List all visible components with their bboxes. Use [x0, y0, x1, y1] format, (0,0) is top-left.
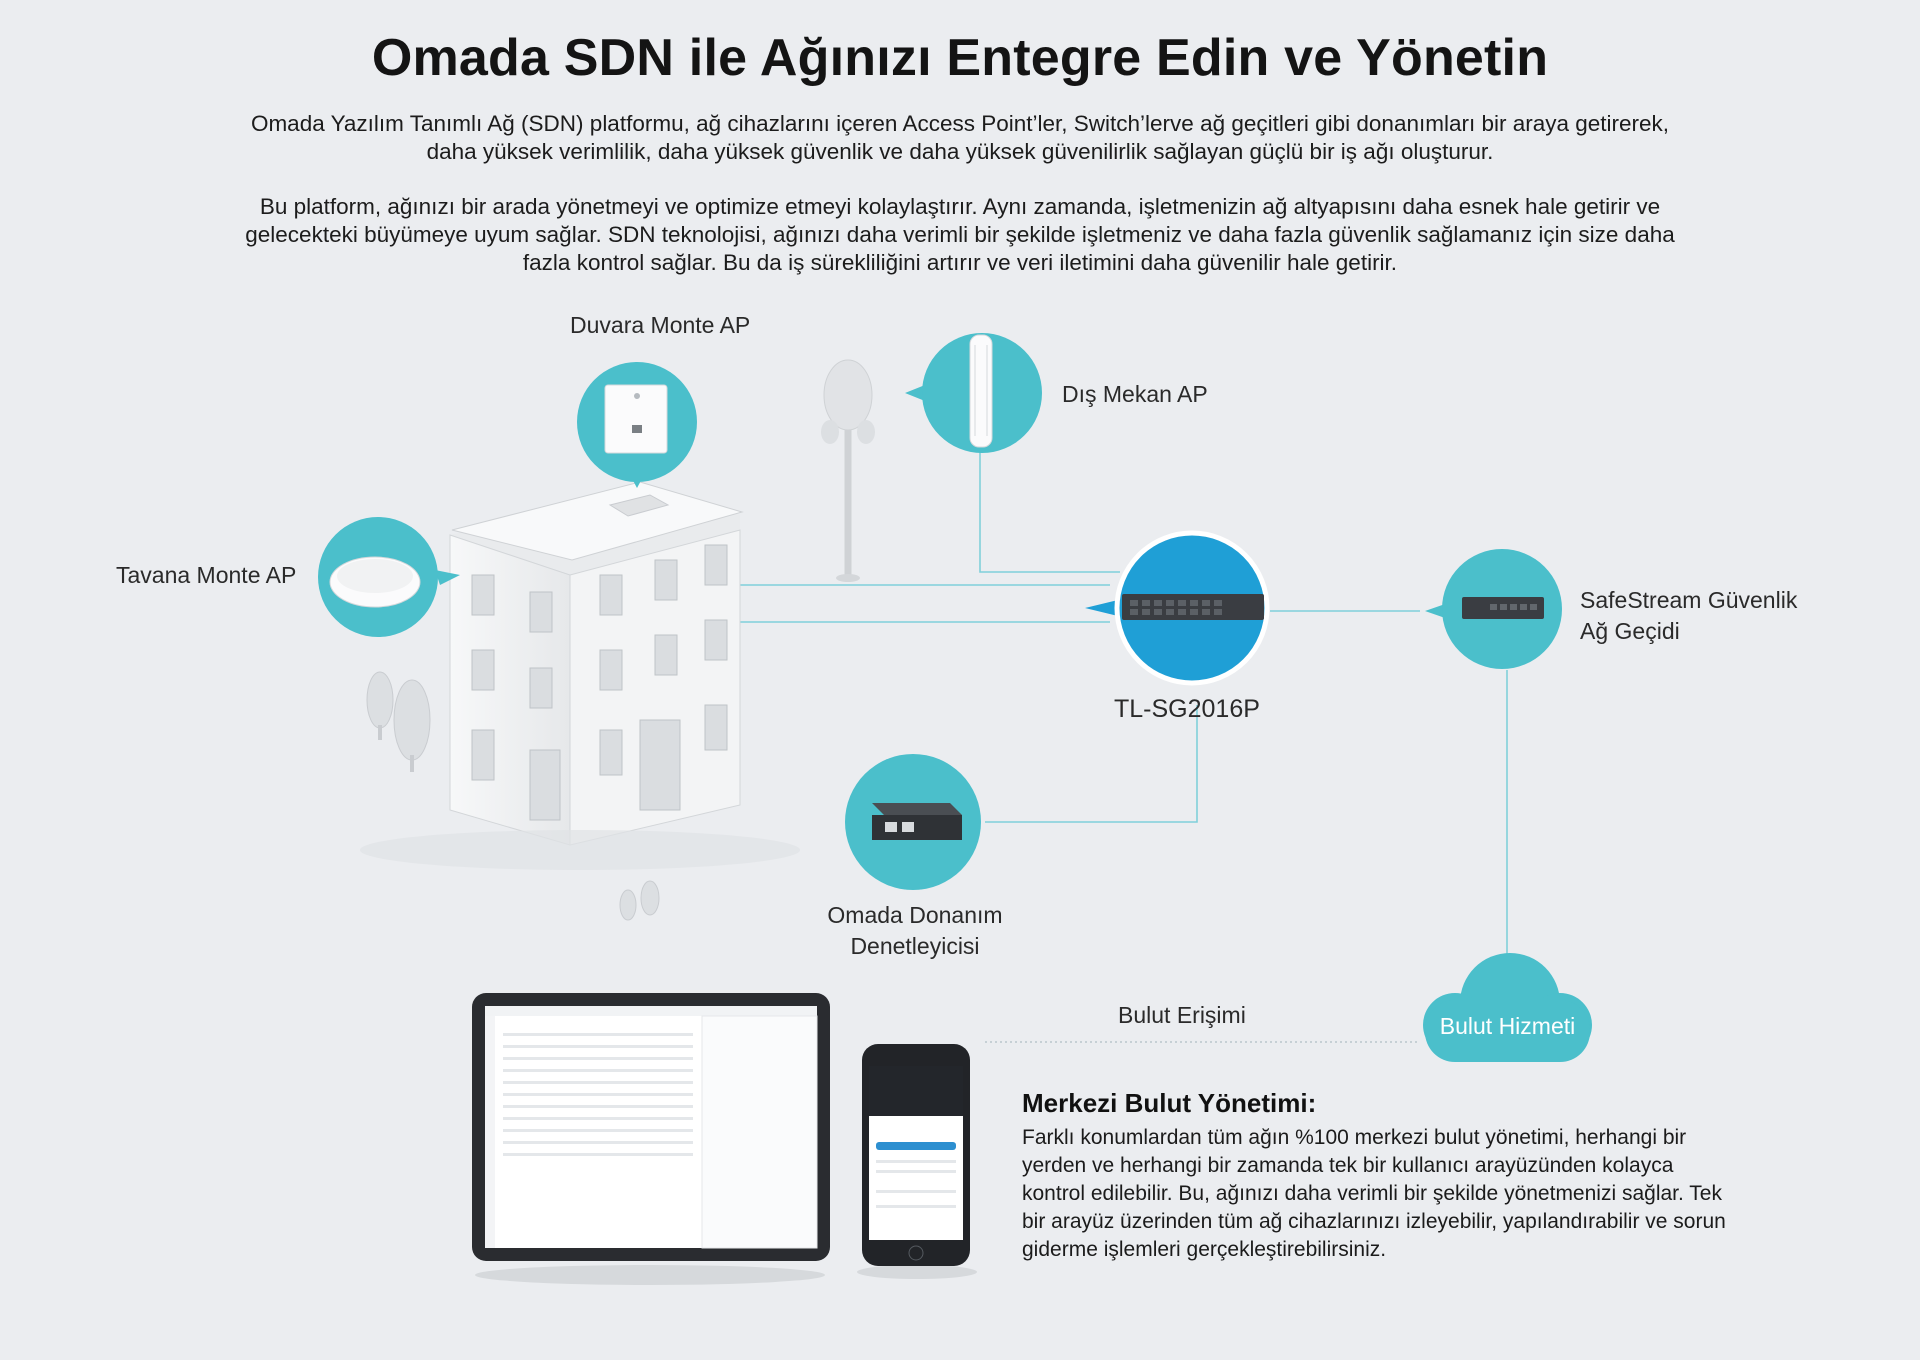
wall-ap-icon[interactable] [577, 362, 697, 488]
controller-icon[interactable] [845, 754, 981, 890]
cloud-access-label: Bulut Erişimi [1118, 1002, 1246, 1028]
ceiling-ap-icon[interactable] [318, 517, 460, 637]
phone-icon[interactable] [857, 1044, 977, 1279]
gateway-label-line1: SafeStream Güvenlik [1580, 587, 1798, 613]
management-heading: Merkezi Bulut Yönetimi: [1022, 1088, 1317, 1118]
intro-paragraph-2: Bu platform, ağınızı bir arada yönetmeyi ve optimize etmeyi kolaylaştırır. Aynı zamanda, işletmenizin ağ altyapısını daha esnek hale getirir ve gelecekteki büyümeye uyum sağlar. SDN teknolojisi, ağınızı daha verimli bir şekilde işletmeniz ve daha fazla güvenlik sağlamanız için size daha fazla kontrol sağlar. Bu da iş sürekliliğini artırır ve veri iletimini daha güvenilir hale getirir. [245, 194, 1675, 275]
cloud-service-label: Bulut Hizmeti [1439, 1013, 1576, 1039]
building-icon [360, 482, 800, 870]
switch-label: TL-SG2016P [1114, 695, 1260, 723]
streetlamp-icon [821, 360, 875, 582]
page-title: Omada SDN ile Ağınızı Entegre Edin ve Yönetin [371, 29, 1549, 87]
controller-label-line1: Omada Donanım [827, 902, 1003, 928]
gateway-icon[interactable] [1425, 549, 1562, 669]
cloud-icon[interactable] [1423, 953, 1592, 1062]
controller-label-line2: Denetleyicisi [850, 933, 980, 959]
intro-paragraph-1: Omada Yazılım Tanımlı Ağ (SDN) platformu, ağ cihazlarını içeren Access Point’ler, Switch’lerve ağ geçitleri gibi donanımları bir araya getirerek, daha yüksek verimlilik, daha yüksek güvenlik ve daha yüksek güvenilirlik sağlayan güçlü bir iş ağı oluşturur. [250, 111, 1670, 164]
tablet-icon[interactable] [472, 993, 830, 1285]
ceiling-ap-label: Tavana Monte AP [116, 562, 297, 588]
gateway-label-line2: Ağ Geçidi [1580, 618, 1680, 644]
outdoor-ap-label: Dış Mekan AP [1062, 381, 1208, 407]
switch-icon[interactable] [1085, 533, 1267, 683]
management-body: Farklı konumlardan tüm ağın %100 merkezi bulut yönetimi, herhangi bir yerden ve herhangi bir zamanda tek bir kullanıcı arayüzünden kolayca kontrol edilebilir. Bu, ağınızı daha verimli bir şekilde yönetmenizi sağlar. Tek bir arayüz üzerinden tüm ağ cihazlarınızı izleyebilir, yapılandırabilir ve sorun giderme işlemleri gerçekleştirebilirsiniz. [1022, 1126, 1726, 1261]
wall-ap-label: Duvara Monte AP [570, 312, 751, 338]
outdoor-ap-icon[interactable] [905, 333, 1042, 453]
